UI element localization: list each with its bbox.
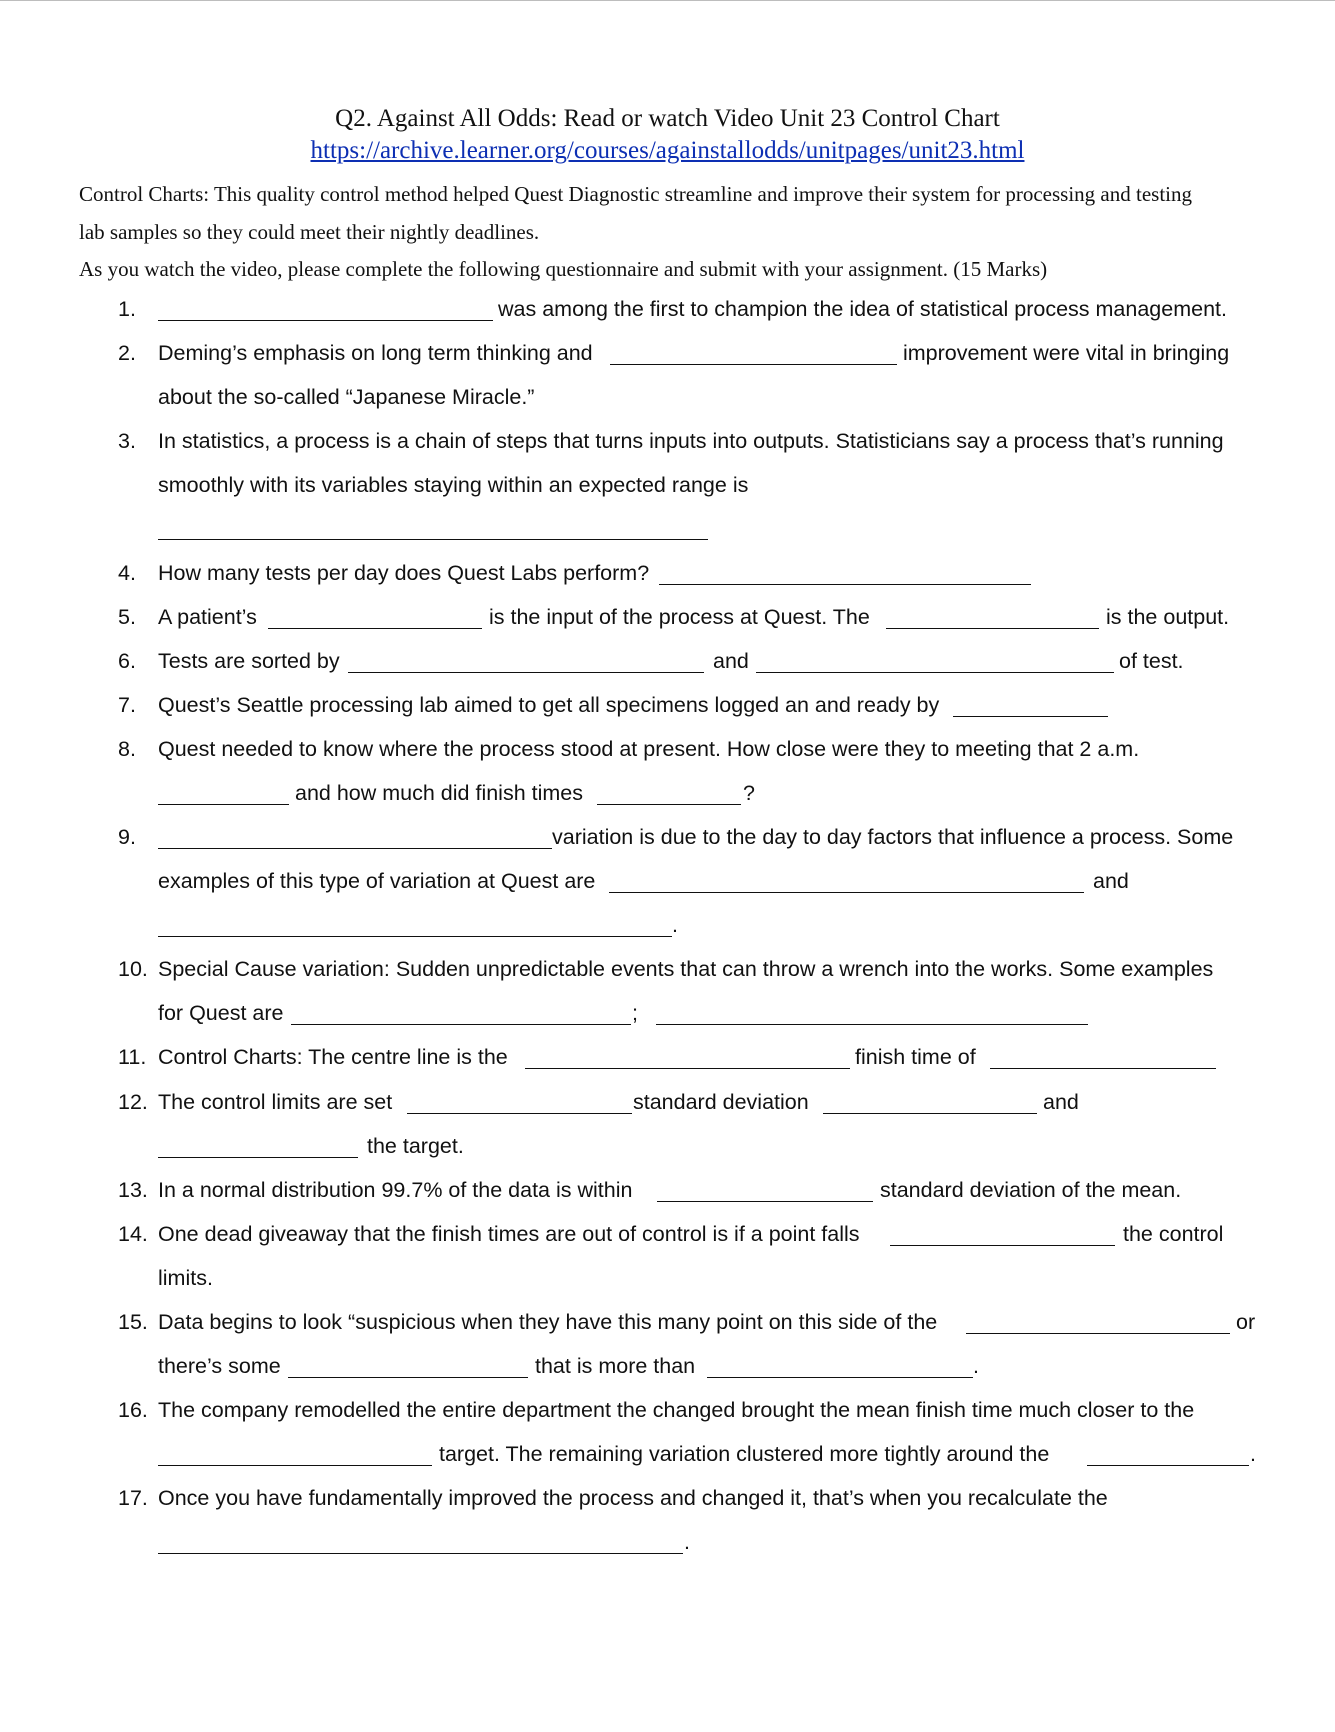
q13-text-b: standard deviation of the mean. (880, 1178, 1182, 1202)
q5-blank-2[interactable] (886, 628, 1099, 629)
q16-text-a: The company remodelled the entire department the changed brought the mean finish time much closer to the (158, 1398, 1195, 1422)
q15-text-c: there’s some (158, 1354, 281, 1378)
q3-text-b: smoothly with its variables staying within an expected range is (158, 473, 749, 497)
q4-blank[interactable] (659, 584, 1031, 585)
q14-text-c: limits. (158, 1266, 213, 1290)
q2-text-b: improvement were vital in bringing (903, 341, 1230, 365)
q1-text: was among the first to champion the idea of statistical process management. (498, 297, 1227, 321)
q12-blank-3[interactable] (158, 1157, 358, 1158)
q10-blank-2[interactable] (656, 1024, 1088, 1025)
q9-number: 9. (118, 825, 136, 849)
q12-text-a: The control limits are set (158, 1090, 393, 1114)
q10-number: 10. (118, 957, 148, 981)
q13-blank[interactable] (657, 1201, 873, 1202)
q2-blank[interactable] (610, 364, 897, 365)
q9-blank-3[interactable] (158, 936, 672, 937)
q14-text-a: One dead giveaway that the finish times are out of control is if a point falls (158, 1222, 860, 1246)
q11-text-a: Control Charts: The centre line is the (158, 1045, 508, 1069)
q15-blank-1[interactable] (966, 1333, 1230, 1334)
q15-blank-3[interactable] (707, 1377, 973, 1378)
q6-blank-2[interactable] (756, 672, 1114, 673)
q16-text-c: . (1250, 1442, 1256, 1466)
q15-text-e: . (973, 1354, 979, 1378)
intro-line-1: Control Charts: This quality control method helped Quest Diagnostic streamline and improve their system for processing and testing (79, 182, 1192, 206)
q6-number: 6. (118, 649, 136, 673)
q4-number: 4. (118, 561, 136, 585)
q12-text-b: standard deviation (633, 1090, 809, 1114)
q9-text-c: and (1093, 869, 1129, 893)
q2-number: 2. (118, 341, 136, 365)
q3-blank[interactable] (158, 539, 708, 540)
q14-blank[interactable] (890, 1245, 1115, 1246)
q17-blank[interactable] (158, 1553, 683, 1554)
q16-blank-2[interactable] (1087, 1465, 1249, 1466)
q8-blank-1[interactable] (158, 804, 289, 805)
intro-line-2: lab samples so they could meet their nightly deadlines. (79, 220, 540, 244)
top-border (0, 0, 1335, 1)
q10-blank-1[interactable] (291, 1024, 631, 1025)
q9-text-d: . (672, 913, 678, 937)
q5-text-b: is the input of the process at Quest. The (489, 605, 870, 629)
q8-text-b: and how much did finish times (295, 781, 584, 805)
q7-number: 7. (118, 693, 136, 717)
q15-text-b: or (1236, 1310, 1256, 1334)
q11-blank-2[interactable] (990, 1068, 1216, 1069)
q9-blank-2[interactable] (609, 892, 1084, 893)
q13-text-a: In a normal distribution 99.7% of the data is within (158, 1178, 633, 1202)
q16-number: 16. (118, 1398, 148, 1422)
q5-blank-1[interactable] (268, 628, 482, 629)
q12-blank-1[interactable] (407, 1113, 632, 1114)
q5-text-c: is the output. (1106, 605, 1230, 629)
q15-text-d: that is more than (535, 1354, 696, 1378)
q14-text-b: the control (1123, 1222, 1224, 1246)
q13-number: 13. (118, 1178, 148, 1202)
q5-text-a: A patient’s (158, 605, 257, 629)
q9-text-b: examples of this type of variation at Quest are (158, 869, 596, 893)
q14-number: 14. (118, 1222, 148, 1246)
q6-text-b: and (713, 649, 749, 673)
q8-blank-2[interactable] (597, 804, 741, 805)
q6-text-a: Tests are sorted by (158, 649, 340, 673)
q8-number: 8. (118, 737, 136, 761)
q7-text: Quest’s Seattle processing lab aimed to get all specimens logged an and ready by (158, 693, 940, 717)
q4-text: How many tests per day does Quest Labs perform? (158, 561, 650, 585)
video-link[interactable]: https://archive.learner.org/courses/againstallodds/unitpages/unit23.html (310, 137, 1025, 164)
q16-blank-1[interactable] (158, 1465, 432, 1466)
q12-blank-2[interactable] (823, 1113, 1037, 1114)
q8-text-a: Quest needed to know where the process stood at present. How close were they to meeting that 2 a.m. (158, 737, 1140, 761)
q9-text-a: variation is due to the day to day factors that influence a process. Some (552, 825, 1234, 849)
q9-blank-1[interactable] (158, 848, 552, 849)
q12-number: 12. (118, 1090, 148, 1114)
q11-number: 11. (118, 1045, 147, 1069)
q12-text-c: and (1043, 1090, 1079, 1114)
q16-text-b: target. The remaining variation clustered more tightly around the (439, 1442, 1050, 1466)
intro-line-3: As you watch the video, please complete the following questionnaire and submit with your assignment. (15 Marks) (79, 257, 1048, 281)
q1-number: 1. (118, 297, 136, 321)
q15-number: 15. (118, 1310, 148, 1334)
q17-number: 17. (118, 1486, 148, 1510)
q6-text-c: of test. (1119, 649, 1184, 673)
q15-text-a: Data begins to look “suspicious when they have this many point on this side of the (158, 1310, 938, 1334)
q3-text-a: In statistics, a process is a chain of steps that turns inputs into outputs. Statisticians say a process that’s running (158, 429, 1224, 453)
q3-number: 3. (118, 429, 136, 453)
q11-text-b: finish time of (855, 1045, 976, 1069)
q11-blank-1[interactable] (525, 1068, 850, 1069)
q10-text-b: for Quest are (158, 1001, 284, 1025)
q17-text-a: Once you have fundamentally improved the process and changed it, that’s when you recalculate the (158, 1486, 1108, 1510)
q10-text-c: ; (632, 1001, 638, 1025)
q1-blank[interactable] (158, 320, 493, 321)
q8-text-c: ? (743, 781, 755, 805)
q15-blank-2[interactable] (288, 1377, 528, 1378)
q7-blank[interactable] (953, 716, 1108, 717)
q17-text-b: . (684, 1530, 690, 1554)
q2-text-a: Deming’s emphasis on long term thinking and (158, 341, 593, 365)
q12-text-d: the target. (367, 1134, 464, 1158)
q6-blank-1[interactable] (348, 672, 704, 673)
q10-text-a: Special Cause variation: Sudden unpredictable events that can throw a wrench into the works. Some examples (158, 957, 1214, 981)
page-title: Q2. Against All Odds: Read or watch Video Unit 23 Control Chart (335, 105, 1000, 132)
q2-text-c: about the so-called “Japanese Miracle.” (158, 385, 535, 409)
q5-number: 5. (118, 605, 136, 629)
